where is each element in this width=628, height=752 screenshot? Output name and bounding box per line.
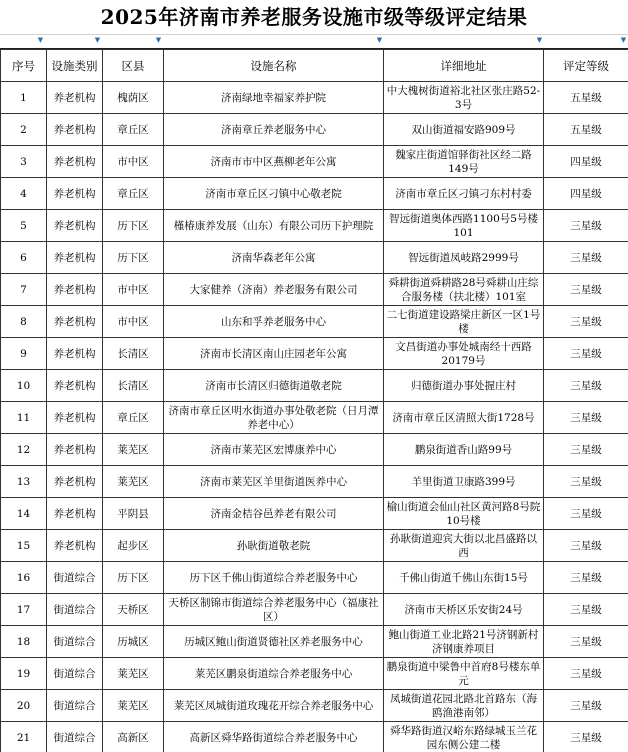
header-name[interactable]: 设施名称	[164, 50, 384, 82]
cell-no[interactable]: 7	[1, 274, 47, 306]
cell-type[interactable]: 养老机构	[47, 82, 103, 114]
cell-name[interactable]: 历下区千佛山街道综合养老服务中心	[164, 562, 384, 594]
cell-name[interactable]: 槿椿康养发展（山东）有限公司历下护理院	[164, 210, 384, 242]
header-district[interactable]: 区县	[103, 50, 164, 82]
cell-district[interactable]: 历下区	[103, 562, 164, 594]
cell-type[interactable]: 养老机构	[47, 530, 103, 562]
cell-type[interactable]: 养老机构	[47, 178, 103, 210]
cell-level[interactable]: 五星级	[544, 82, 628, 114]
table-row	[1, 690, 628, 722]
cell-type[interactable]: 街道综合	[47, 722, 103, 752]
cell-address[interactable]: 二七街道建设路梁庄新区一区1号楼	[384, 306, 544, 338]
cell-no[interactable]: 18	[1, 626, 47, 658]
cell-district[interactable]: 市中区	[103, 306, 164, 338]
table-row	[1, 466, 628, 498]
header-level[interactable]: 评定等级	[544, 50, 628, 82]
table-row	[1, 370, 628, 402]
table-header-row	[1, 50, 628, 82]
cell-level[interactable]: 三星级	[544, 274, 628, 306]
cell-name[interactable]: 天桥区制锦市街道综合养老服务中心（福康社区）	[164, 594, 384, 626]
cell-address[interactable]: 鹏泉街道香山路99号	[384, 434, 544, 466]
table-row	[1, 402, 628, 434]
cell-name[interactable]: 高新区舜华路街道综合养老服务中心	[164, 722, 384, 752]
cell-district[interactable]: 莱芜区	[103, 690, 164, 722]
cell-no[interactable]: 2	[1, 114, 47, 146]
cell-name[interactable]: 济南市莱芜区羊里街道医养中心	[164, 466, 384, 498]
cell-no[interactable]: 5	[1, 210, 47, 242]
cell-name[interactable]: 孙耿街道敬老院	[164, 530, 384, 562]
cell-name[interactable]: 济南华森老年公寓	[164, 242, 384, 274]
cell-district[interactable]: 莱芜区	[103, 466, 164, 498]
cell-district[interactable]: 市中区	[103, 146, 164, 178]
cell-name[interactable]: 莱芜区凤城街道玫瑰花开综合养老服务中心	[164, 690, 384, 722]
cell-type[interactable]: 养老机构	[47, 338, 103, 370]
cell-address[interactable]: 孙耿街道迎宾大街以北昌盛路以西	[384, 530, 544, 562]
cell-no[interactable]: 8	[1, 306, 47, 338]
cell-type[interactable]: 街道综合	[47, 562, 103, 594]
cell-name[interactable]: 济南金桔谷邑养老有限公司	[164, 498, 384, 530]
header-no[interactable]: 序号	[1, 50, 47, 82]
cell-type[interactable]: 街道综合	[47, 626, 103, 658]
filter-level-dropdown-arrow-icon[interactable]: ▼	[620, 36, 627, 44]
cell-name[interactable]: 济南市长清区南山庄园老年公寓	[164, 338, 384, 370]
cell-level[interactable]: 三星级	[544, 338, 628, 370]
cell-address[interactable]: 舜华路街道汉峪东路绿城玉兰花园东侧公建二楼	[384, 722, 544, 752]
table-row	[1, 242, 628, 274]
table-row	[1, 146, 628, 178]
cell-name[interactable]: 山东和孚养老服务中心	[164, 306, 384, 338]
cell-name[interactable]: 济南绿地幸福家养护院	[164, 82, 384, 114]
cell-no[interactable]: 21	[1, 722, 47, 752]
cell-type[interactable]: 养老机构	[47, 498, 103, 530]
filter-type-dropdown-arrow-icon[interactable]: ▼	[94, 36, 101, 44]
cell-level[interactable]: 三星级	[544, 402, 628, 434]
cell-no[interactable]: 9	[1, 338, 47, 370]
cell-no[interactable]: 15	[1, 530, 47, 562]
table-row	[1, 594, 628, 626]
table-row	[1, 658, 628, 690]
table-row	[1, 210, 628, 242]
cell-district[interactable]: 历下区	[103, 242, 164, 274]
cell-address[interactable]: 舜耕街道舜耕路28号舜耕山庄综合服务楼（扶北楼）101室	[384, 274, 544, 306]
cell-district[interactable]: 莱芜区	[103, 434, 164, 466]
cell-type[interactable]: 养老机构	[47, 114, 103, 146]
cell-address[interactable]: 鲍山街道工业北路21号济钢新村济钢康养项目	[384, 626, 544, 658]
cell-district[interactable]: 莱芜区	[103, 658, 164, 690]
cell-district[interactable]: 槐荫区	[103, 82, 164, 114]
cell-name[interactable]: 济南市市中区燕柳老年公寓	[164, 146, 384, 178]
cell-no[interactable]: 1	[1, 82, 47, 114]
cell-level[interactable]: 三星级	[544, 466, 628, 498]
cell-district[interactable]: 历城区	[103, 626, 164, 658]
cell-level[interactable]: 三星级	[544, 498, 628, 530]
table-row	[1, 114, 628, 146]
cell-district[interactable]: 天桥区	[103, 594, 164, 626]
cell-address[interactable]: 鹏泉街道中梁鲁中首府8号楼东单元	[384, 658, 544, 690]
cell-level[interactable]: 三星级	[544, 722, 628, 752]
filter-district-dropdown-arrow-icon[interactable]: ▼	[155, 36, 162, 44]
cell-district[interactable]: 起步区	[103, 530, 164, 562]
cell-no[interactable]: 11	[1, 402, 47, 434]
cell-type[interactable]: 街道综合	[47, 594, 103, 626]
cell-address[interactable]: 榆山街道会仙山社区黄河路8号院10号楼	[384, 498, 544, 530]
cell-address[interactable]: 羊里街道卫康路399号	[384, 466, 544, 498]
cell-address[interactable]: 魏家庄街道馆驿街社区经二路149号	[384, 146, 544, 178]
cell-address[interactable]: 千佛山街道千佛山东街15号	[384, 562, 544, 594]
cell-address[interactable]: 归德街道办事处握庄村	[384, 370, 544, 402]
table-row	[1, 722, 628, 752]
cell-level[interactable]: 三星级	[544, 530, 628, 562]
filter-address-dropdown-arrow-icon[interactable]: ▼	[536, 36, 543, 44]
cell-name[interactable]: 济南章丘养老服务中心	[164, 114, 384, 146]
cell-level[interactable]: 三星级	[544, 658, 628, 690]
header-type[interactable]: 设施类别	[47, 50, 103, 82]
cell-address[interactable]: 凤城街道花园北路北首路东（海鸥渔港南邻）	[384, 690, 544, 722]
cell-district[interactable]: 市中区	[103, 274, 164, 306]
table-row	[1, 498, 628, 530]
cell-type[interactable]: 养老机构	[47, 274, 103, 306]
table-row	[1, 82, 628, 114]
cell-name[interactable]: 济南市长清区归德街道敬老院	[164, 370, 384, 402]
cell-no[interactable]: 10	[1, 370, 47, 402]
cell-name[interactable]: 大家健养（济南）养老服务有限公司	[164, 274, 384, 306]
cell-address[interactable]: 中大槐树街道裕北社区张庄路52-3号	[384, 82, 544, 114]
cell-address[interactable]: 智远街道奥体西路1100号5号楼101	[384, 210, 544, 242]
cell-address[interactable]: 济南市章丘区刁镇刁东村村委	[384, 178, 544, 210]
cell-level[interactable]: 三星级	[544, 434, 628, 466]
cell-type[interactable]: 养老机构	[47, 466, 103, 498]
cell-level[interactable]: 五星级	[544, 114, 628, 146]
cell-no[interactable]: 16	[1, 562, 47, 594]
table-row	[1, 306, 628, 338]
cell-no[interactable]: 3	[1, 146, 47, 178]
table-row	[1, 530, 628, 562]
cell-type[interactable]: 养老机构	[47, 242, 103, 274]
cell-type[interactable]: 养老机构	[47, 146, 103, 178]
table-row	[1, 338, 628, 370]
cell-no[interactable]: 13	[1, 466, 47, 498]
cell-no[interactable]: 4	[1, 178, 47, 210]
cell-address[interactable]: 文昌街道办事处城南经十西路20179号	[384, 338, 544, 370]
cell-level[interactable]: 四星级	[544, 146, 628, 178]
cell-address[interactable]: 济南市天桥区乐安街24号	[384, 594, 544, 626]
cell-district[interactable]: 高新区	[103, 722, 164, 752]
cell-level[interactable]: 四星级	[544, 178, 628, 210]
cell-level[interactable]: 三星级	[544, 562, 628, 594]
cell-no[interactable]: 20	[1, 690, 47, 722]
cell-district[interactable]: 章丘区	[103, 114, 164, 146]
table-row	[1, 626, 628, 658]
cell-name[interactable]: 济南市章丘区刁镇中心敬老院	[164, 178, 384, 210]
cell-type[interactable]: 街道综合	[47, 690, 103, 722]
cell-no[interactable]: 6	[1, 242, 47, 274]
cell-level[interactable]: 三星级	[544, 306, 628, 338]
cell-name[interactable]: 莱芜区鹏泉街道综合养老服务中心	[164, 658, 384, 690]
cell-no[interactable]: 17	[1, 594, 47, 626]
results-table	[0, 49, 628, 752]
cell-name[interactable]: 济南市章丘区明水街道办事处敬老院（日月潭养老中心）	[164, 402, 384, 434]
table-row	[1, 434, 628, 466]
cell-type[interactable]: 养老机构	[47, 306, 103, 338]
cell-no[interactable]: 12	[1, 434, 47, 466]
cell-type[interactable]: 养老机构	[47, 370, 103, 402]
cell-level[interactable]: 三星级	[544, 690, 628, 722]
cell-district[interactable]: 长清区	[103, 370, 164, 402]
cell-type[interactable]: 养老机构	[47, 210, 103, 242]
cell-district[interactable]: 章丘区	[103, 402, 164, 434]
cell-level[interactable]: 三星级	[544, 242, 628, 274]
filter-row	[0, 35, 628, 49]
cell-level[interactable]: 三星级	[544, 370, 628, 402]
cell-no[interactable]: 19	[1, 658, 47, 690]
cell-type[interactable]: 养老机构	[47, 402, 103, 434]
filter-name-dropdown-arrow-icon[interactable]: ▼	[376, 36, 383, 44]
cell-district[interactable]: 长清区	[103, 338, 164, 370]
cell-type[interactable]: 养老机构	[47, 434, 103, 466]
cell-district[interactable]: 平阴县	[103, 498, 164, 530]
cell-district[interactable]: 章丘区	[103, 178, 164, 210]
cell-name[interactable]: 历城区鲍山街道贤德社区养老服务中心	[164, 626, 384, 658]
filter-no-dropdown-arrow-icon[interactable]: ▼	[37, 36, 44, 44]
cell-level[interactable]: 三星级	[544, 626, 628, 658]
table-row	[1, 178, 628, 210]
cell-level[interactable]: 三星级	[544, 210, 628, 242]
table-row	[1, 562, 628, 594]
cell-no[interactable]: 14	[1, 498, 47, 530]
cell-address[interactable]: 济南市章丘区清照大街1728号	[384, 402, 544, 434]
page-title: 2025年济南市养老服务设施市级等级评定结果	[0, 0, 628, 35]
table-body	[1, 82, 628, 752]
cell-type[interactable]: 街道综合	[47, 658, 103, 690]
cell-address[interactable]: 双山街道福安路909号	[384, 114, 544, 146]
cell-address[interactable]: 智远街道凤岐路2999号	[384, 242, 544, 274]
header-address[interactable]: 详细地址	[384, 50, 544, 82]
cell-district[interactable]: 历下区	[103, 210, 164, 242]
cell-name[interactable]: 济南市莱芜区宏博康养中心	[164, 434, 384, 466]
table-row	[1, 274, 628, 306]
cell-level[interactable]: 三星级	[544, 594, 628, 626]
